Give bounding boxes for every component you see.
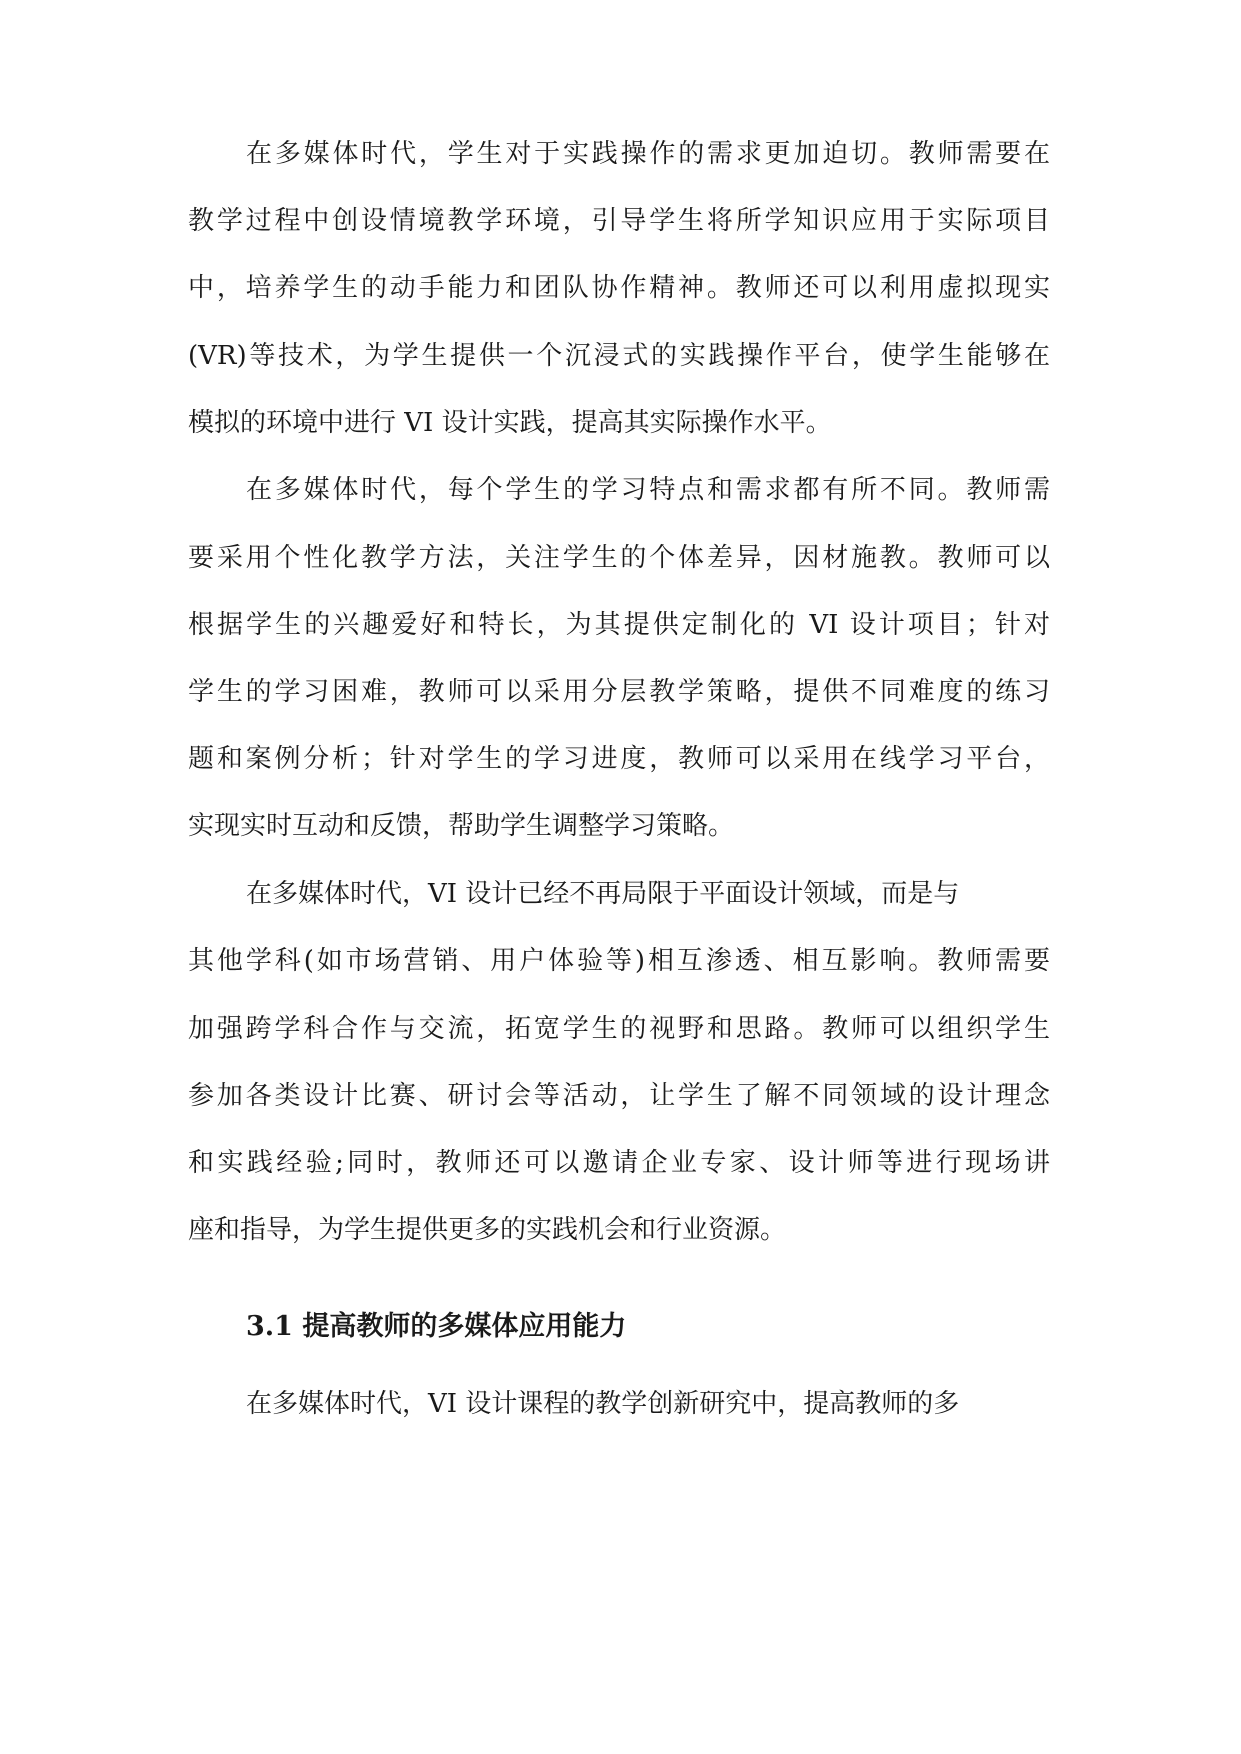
paragraph-3-line-5: 和实践经验;同时，教师还可以邀请企业专家、设计师等进行现场讲 (188, 1148, 1050, 1178)
paragraph-2-line-6: 实现实时互动和反馈，帮助学生调整学习策略。 (188, 811, 735, 841)
section-heading: 3.1 提高教师的多媒体应用能力 (246, 1311, 627, 1342)
paragraph-1-line-2: 教学过程中创设情境教学环境，引导学生将所学知识应用于实际项目 (188, 206, 1050, 236)
paragraph-2-line-4: 学生的学习困难，教师可以采用分层教学策略，提供不同难度的练习 (188, 677, 1050, 707)
paragraph-1-line-5: 模拟的环境中进行 VI 设计实践，提高其实际操作水平。 (188, 408, 832, 438)
paragraph-2-line-2: 要采用个性化教学方法，关注学生的个体差异，因材施教。教师可以 (188, 543, 1050, 573)
paragraph-2-line-3: 根据学生的兴趣爱好和特长，为其提供定制化的 VI 设计项目；针对 (188, 610, 1050, 640)
paragraph-3-line-3: 加强跨学科合作与交流，拓宽学生的视野和思路。教师可以组织学生 (188, 1014, 1050, 1044)
paragraph-3-line-1: 在多媒体时代，VI 设计已经不再局限于平面设计领域，而是与 (246, 879, 960, 909)
paragraph-1-line-4: (VR)等技术，为学生提供一个沉浸式的实践操作平台，使学生能够在 (188, 341, 1050, 371)
paragraph-1-line-3: 中，培养学生的动手能力和团队协作精神。教师还可以利用虚拟现实 (188, 273, 1050, 303)
paragraph-1-line-1: 在多媒体时代，学生对于实践操作的需求更加迫切。教师需要在 (246, 139, 1050, 169)
paragraph-3-line-6: 座和指导，为学生提供更多的实践机会和行业资源。 (188, 1215, 787, 1245)
paragraph-2-line-1: 在多媒体时代，每个学生的学习特点和需求都有所不同。教师需 (246, 475, 1050, 505)
paragraph-2-line-5: 题和案例分析；针对学生的学习进度，教师可以采用在线学习平台， (188, 744, 1050, 774)
paragraph-3-line-4: 参加各类设计比赛、研讨会等活动，让学生了解不同领域的设计理念 (188, 1081, 1050, 1111)
final-paragraph-line-1: 在多媒体时代，VI 设计课程的教学创新研究中，提高教师的多 (246, 1389, 960, 1419)
paragraph-3-line-2: 其他学科(如市场营销、用户体验等)相互渗透、相互影响。教师需要 (188, 946, 1050, 976)
